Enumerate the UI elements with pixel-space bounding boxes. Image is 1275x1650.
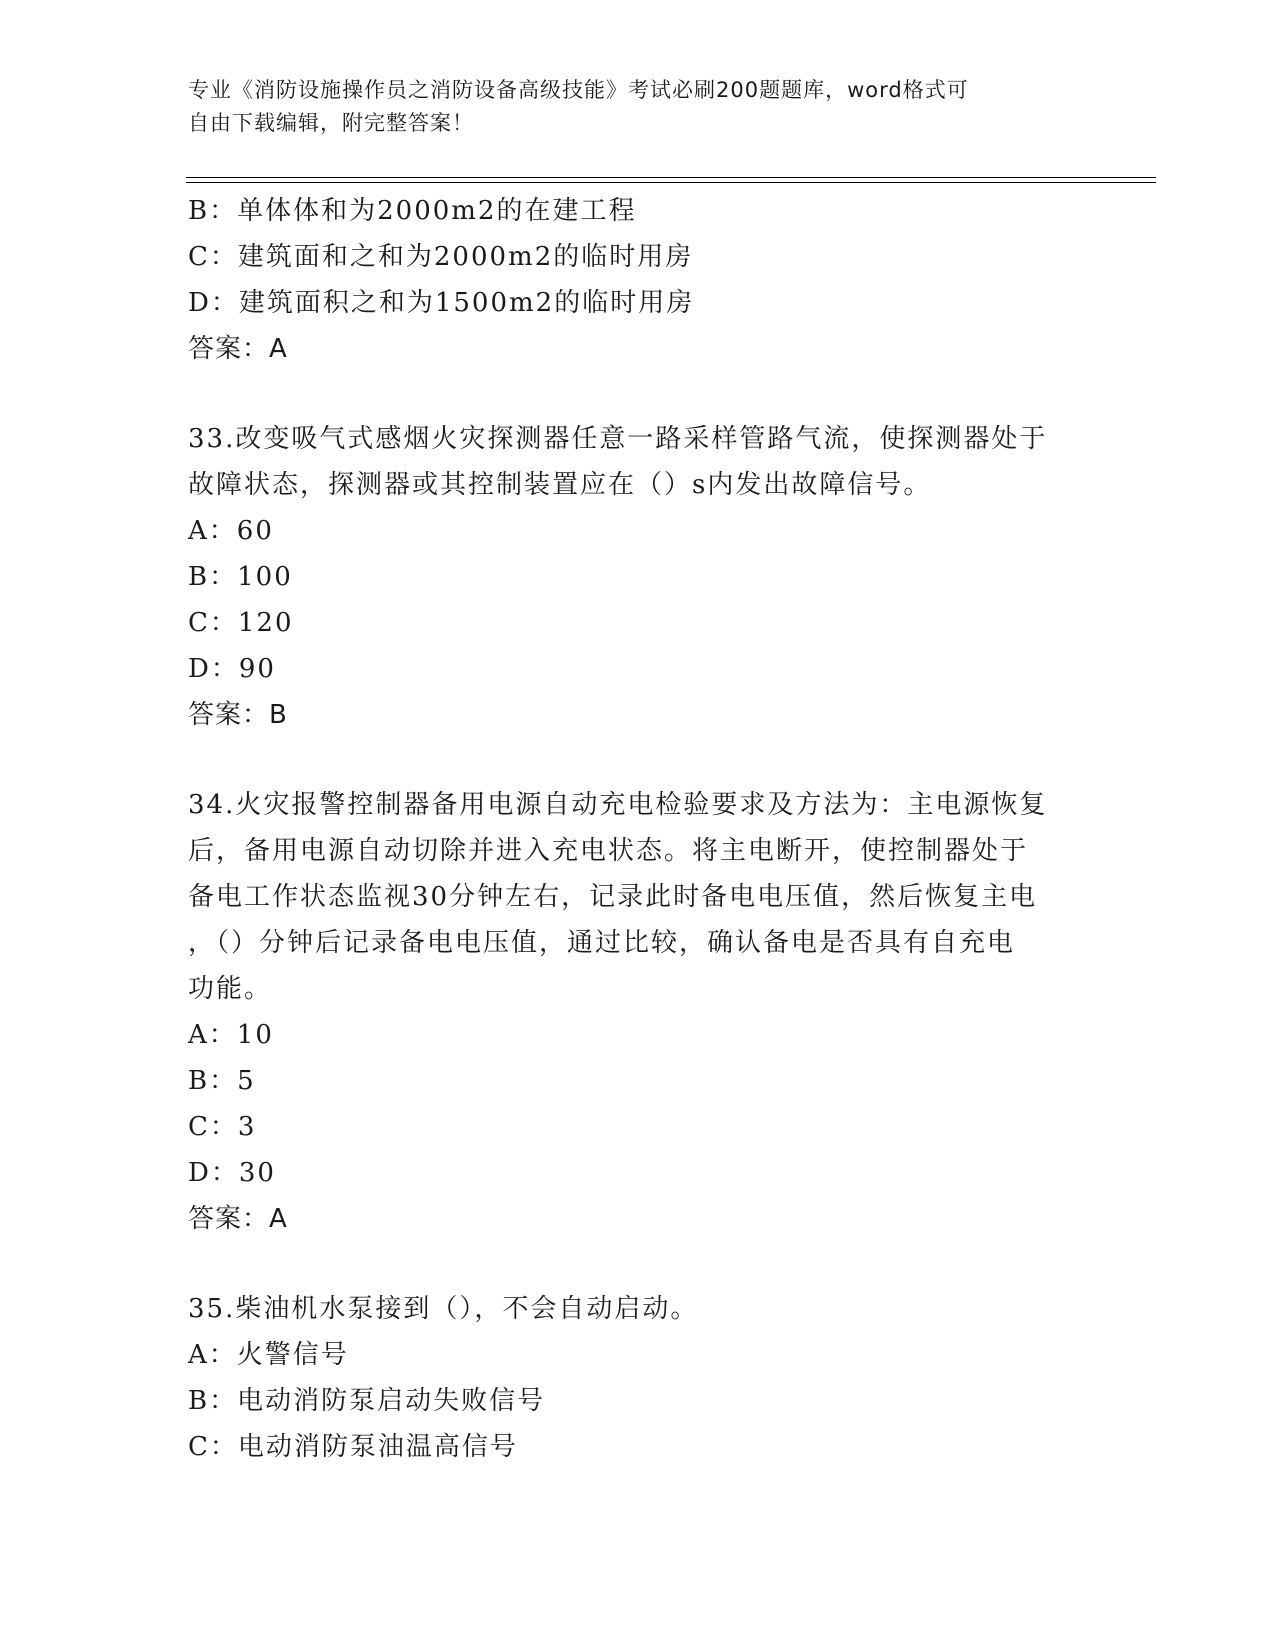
question-34 (188, 782, 1088, 1242)
header-divider-bottom (186, 182, 1156, 183)
option-a: A：60 (188, 516, 274, 546)
question-stem: 备电工作状态监视30分钟左右，记录此时备电电压值，然后恢复主电 (188, 882, 1038, 912)
question-spacer (188, 372, 1088, 416)
question-32 (188, 188, 1088, 372)
question-stem: 34.火灾报警控制器备用电源自动充电检验要求及方法为：主电源恢复 (188, 790, 1048, 820)
header-divider-top (186, 177, 1156, 178)
option-b: B：单体体和为2000m2的在建工程 (188, 196, 637, 226)
option-c: C：建筑面和之和为2000m2的临时用房 (188, 242, 694, 272)
option-b: B：电动消防泵启动失败信号 (188, 1386, 546, 1416)
question-spacer (188, 738, 1088, 782)
question-35 (188, 1286, 1088, 1470)
option-c: C：电动消防泵油温高信号 (188, 1432, 518, 1462)
question-stem: 33.改变吸气式感烟火灾探测器任意一路采样管路气流，使探测器处于 (188, 424, 1048, 454)
option-a: A：10 (188, 1020, 274, 1050)
option-b: B：5 (188, 1066, 256, 1096)
answer: 答案：A (188, 334, 288, 364)
option-d: D：90 (188, 654, 276, 684)
option-c: C：3 (188, 1112, 257, 1142)
answer: 答案：A (188, 1204, 288, 1234)
question-spacer (188, 1242, 1088, 1286)
option-c: C：120 (188, 608, 294, 638)
question-stem: 35.柴油机水泵接到（），不会自动启动。 (188, 1294, 699, 1324)
question-stem: 后，备用电源自动切除并进入充电状态。将主电断开，使控制器处于 (188, 836, 1029, 866)
header-line-1: 专业《消防设施操作员之消防设备高级技能》考试必刷200题题库，word格式可 (188, 78, 969, 102)
question-list (188, 188, 1088, 1470)
option-b: B：100 (188, 562, 293, 592)
question-33 (188, 416, 1088, 738)
answer: 答案：B (188, 700, 288, 730)
option-d: D：建筑面积之和为1500m2的临时用房 (188, 288, 695, 318)
option-a: A：火警信号 (188, 1340, 349, 1370)
option-d: D：30 (188, 1158, 276, 1188)
header-line-2: 自由下载编辑，附完整答案！ (188, 111, 474, 135)
question-stem: 故障状态，探测器或其控制装置应在（）s内发出故障信号。 (188, 470, 932, 500)
page-header (188, 74, 1088, 140)
question-stem: 功能。 (188, 974, 273, 1004)
question-stem: ，（）分钟后记录备电电压值，通过比较，确认备电是否具有自充电 (188, 928, 1016, 958)
